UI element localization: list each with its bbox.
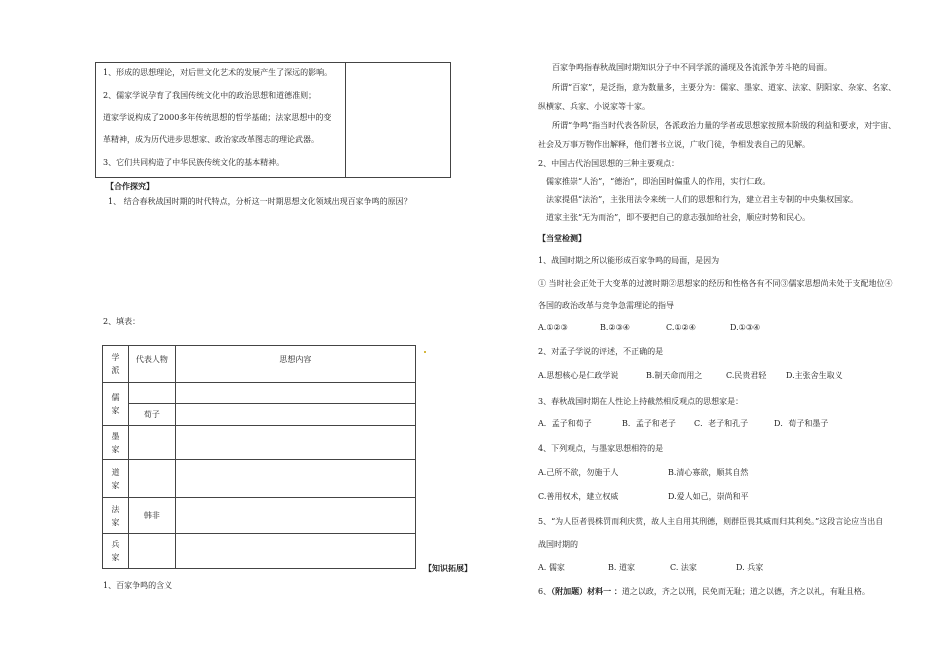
header-rep: 代表人物 [128, 346, 175, 383]
table-row [103, 426, 416, 460]
section-ext-heading: 【知识拓展】 [424, 563, 472, 573]
rep-cell[interactable]: 荀子 [128, 404, 175, 426]
rep-cell[interactable] [128, 534, 175, 569]
stray-dot [424, 351, 426, 353]
header-school: 学 派 [103, 346, 129, 383]
table-header-row [103, 346, 416, 383]
section-check-heading: 【当堂检测】 [538, 233, 586, 243]
q4-option-b[interactable]: B.清心寡欲，顺其自然 [668, 468, 749, 477]
question-1: 1、 结合春秋战国时期的时代特点，分析这一时期思想文化领域出现百家争鸣的原因？ [108, 197, 412, 206]
q6-text: 道之以政，齐之以刑，民免而无耻；道之以德，齐之以礼，有耻且格。 [621, 587, 870, 596]
rep-cell[interactable] [128, 426, 175, 460]
table-row [103, 404, 416, 426]
rep-cell[interactable] [128, 383, 175, 404]
q4-option-d[interactable]: D.爱人如己，崇尚和平 [668, 492, 749, 501]
intro-line-4: 所谓“争鸣”指当时代表各阶层，各派政治力量的学者或思想家按照本阶级的利益和要求，对宇宙、 [552, 121, 897, 130]
check-q5: 5、“为人臣者畏株罚而利庆赏，故人主自用其刑德，则群臣畏其威而归其利矣。”这段言论应当出自 [538, 517, 884, 526]
check-q5-cont: 战国时期的 [538, 540, 578, 549]
q5-option-c[interactable]: C. 法家 [670, 563, 697, 572]
q3-option-d[interactable]: D．荀子和墨子 [774, 419, 829, 428]
check-q1-statements-cont: 各国的政治改革与竞争急需理论的指导 [538, 301, 674, 310]
box-line-5: 3、它们共同构造了中华民族传统文化的基本精神。 [103, 158, 285, 167]
box-line-1: 1、形成的思想理论，对后世文化艺术的发展产生了深远的影响。 [103, 68, 333, 77]
q3-option-b[interactable]: B．孟子和老子 [622, 419, 676, 428]
q3-option-c[interactable]: C．老子和孔子 [694, 419, 749, 428]
summary-box-divider [345, 62, 346, 178]
content-cell[interactable] [175, 460, 415, 498]
intro-line-5: 社会及万事万物作出解释，他们著书立说，广收门徒，争相发表自己的见解。 [538, 140, 810, 149]
check-q1: 1、战国时期之所以能形成百家争鸣的局面，是因为 [538, 256, 720, 265]
check-q2: 2、对孟子学说的评述，不正确的是 [538, 347, 664, 356]
q1-option-d[interactable]: D.①③④ [730, 323, 761, 332]
rep-cell[interactable]: 韩非 [128, 498, 175, 534]
school-cell: 墨 家 [103, 426, 129, 460]
content-cell[interactable] [175, 534, 415, 569]
q6-label: （附加题）材料一 ： [551, 586, 622, 596]
check-q6 [538, 585, 870, 598]
idea-confucian: 儒家推崇“人治”，“德治”，即治国时偏重人的作用，实行仁政。 [546, 177, 771, 186]
ideas-heading: 2、中国古代治国思想的三种主要观点： [538, 159, 680, 168]
school-table [102, 345, 416, 569]
q5-option-d[interactable]: D. 兵家 [736, 563, 764, 572]
question-2-label: 2、填表： [103, 317, 141, 326]
q4-option-a[interactable]: A.己所不欲，勿施于人 [538, 468, 619, 477]
table-row [103, 460, 416, 498]
school-cell: 儒 家 [103, 383, 129, 426]
q2-option-a[interactable]: A.思想核心是仁政学说 [538, 371, 619, 380]
content-cell[interactable] [175, 498, 415, 534]
idea-legalist: 法家提倡“法治”，主张用法令来统一人们的思想和行为，建立君主专制的中央集权国家。 [546, 195, 859, 204]
q5-option-a[interactable]: A. 儒家 [538, 563, 565, 572]
q1-option-b[interactable]: B.②③④ [600, 323, 630, 332]
intro-line-1: 百家争鸣指春秋战国时期知识分子中不同学派的涌现及各流派争芳斗艳的局面。 [552, 63, 832, 72]
rep-cell[interactable] [128, 460, 175, 498]
ext-item-1: 1、百家争鸣的含义 [103, 581, 173, 590]
section-coop-heading: 【合作探究】 [106, 181, 154, 191]
table-row [103, 383, 416, 404]
q2-option-d[interactable]: D.主张舍生取义 [786, 371, 843, 380]
q5-option-b[interactable]: B. 道家 [608, 563, 635, 572]
school-cell: 兵 家 [103, 534, 129, 569]
idea-daoist: 道家主张“无为而治”，即不要把自己的意志强加给社会，顺应时势和民心。 [546, 213, 811, 222]
q1-option-a[interactable]: A.①②③ [538, 323, 568, 332]
content-cell[interactable] [175, 404, 415, 426]
check-q1-statements: ① 当时社会正处于大变革的过渡时期②思想家的经历和性格各有不同③儒家思想尚未处于支配地位④ [538, 279, 893, 288]
table-row [103, 534, 416, 569]
box-line-4: 革精神，成为历代进步思想家、政治家改革图志的理论武器。 [103, 135, 319, 144]
content-cell[interactable] [175, 426, 415, 460]
check-q3: 3、春秋战国时期在人性论上持截然相反观点的思想家是： [538, 397, 744, 406]
q1-option-c[interactable]: C.①②④ [666, 323, 696, 332]
content-cell[interactable] [175, 383, 415, 404]
school-cell: 法 家 [103, 498, 129, 534]
q6-number: 6、 [538, 587, 552, 596]
intro-line-2: 所谓“百家”，是泛指，意为数量多，主要分为：儒家、墨家、道家、法家、阴阳家、杂家、名家、 [552, 83, 897, 92]
header-content: 思想内容 [175, 346, 415, 383]
box-line-3: 道家学说构成了2000多年传统思想的哲学基础；法家思想中的变 [103, 113, 332, 122]
q3-option-a[interactable]: A．孟子和荀子 [538, 419, 592, 428]
q2-option-c[interactable]: C.民贵君轻 [726, 371, 767, 380]
table-row [103, 498, 416, 534]
q4-option-c[interactable]: C.善用权术，建立权威 [538, 492, 619, 501]
intro-line-3: 纵横家、兵家、小说家等十家。 [538, 102, 650, 111]
q2-option-b[interactable]: B.制天命而用之 [646, 371, 703, 380]
check-q4: 4、下列观点，与墨家思想相符的是 [538, 444, 664, 453]
school-cell: 道 家 [103, 460, 129, 498]
box-line-2: 2、儒家学说孕育了我国传统文化中的政治思想和道德准则； [103, 91, 317, 100]
